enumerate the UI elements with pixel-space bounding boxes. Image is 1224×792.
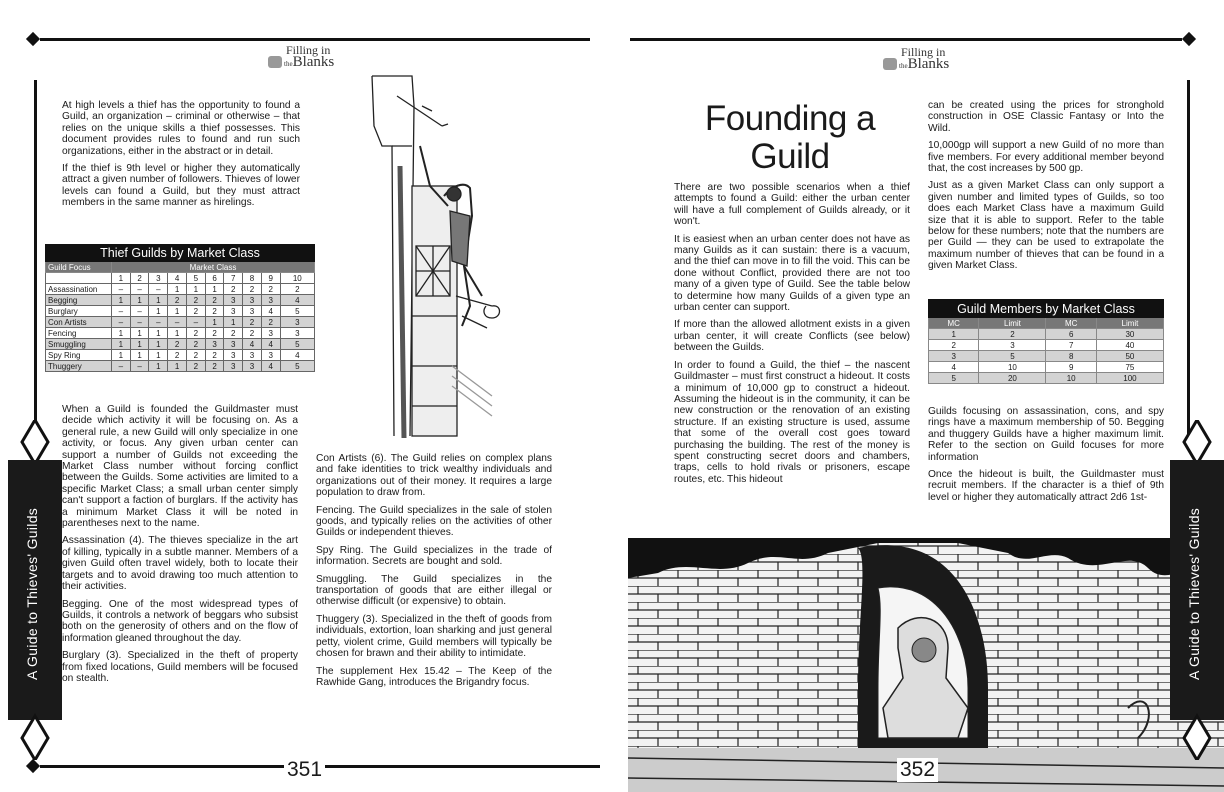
value-cell: 2	[929, 340, 979, 351]
table-row	[929, 351, 1164, 362]
value-cell: 2	[261, 317, 280, 328]
climbing-thief-illustration	[352, 66, 512, 446]
body-paragraph: There are two possible scenarios when a thief attempts to found a Guild: either the urban center will have a full complement of Guilds already, or it won't.	[674, 182, 910, 228]
body-paragraph: It is easiest when an urban center does not have as many Guilds as it can sustain: there is a vacuum, and the thief can move in to fill the void. This can be done without Conflict, provided there are not too many of a given type of Guild. See the table below to determine how many Guilds of a given type an urban center can support.	[674, 233, 910, 314]
intro-column	[62, 100, 300, 215]
value-cell: –	[130, 361, 149, 372]
value-cell: 2	[224, 328, 243, 339]
value-cell: 4	[280, 350, 314, 361]
class-cell: 2	[130, 273, 149, 284]
value-cell: 9	[1046, 362, 1096, 373]
left-border-line	[34, 80, 37, 440]
body-paragraph: Spy Ring. The Guild specializes in the trade of information. Secrets are bought and sold.	[316, 544, 552, 568]
value-cell: 2	[979, 329, 1046, 340]
value-cell: 1	[186, 284, 205, 295]
value-cell: 4	[261, 361, 280, 372]
body-paragraph: can be created using the prices for stronghold construction in OSE Classic Fantasy or Into the Wild.	[928, 100, 1164, 134]
value-cell: 4	[243, 339, 262, 350]
value-cell: 1	[149, 306, 168, 317]
class-cell: 6	[205, 273, 224, 284]
value-cell: 1	[149, 339, 168, 350]
value-cell: –	[112, 361, 131, 372]
body-paragraph: Assassination (4). The thieves specialize in the art of killing, typically in a subtle manner. Members of a given Guild often travel widely, both to locate their targets and to avoid drawing too much attention to their activities.	[62, 535, 298, 593]
right-column-2-bottom	[928, 406, 1164, 509]
value-cell: 1	[130, 350, 149, 361]
value-cell: –	[130, 306, 149, 317]
table-row	[929, 329, 1164, 340]
table-row	[46, 306, 315, 317]
logo-line-1: Filling in	[286, 43, 331, 57]
value-cell: 2	[186, 339, 205, 350]
header-cell: Limit	[979, 318, 1046, 329]
guild-members-table	[928, 299, 1164, 384]
value-cell: 5	[280, 306, 314, 317]
value-cell: 75	[1096, 362, 1163, 373]
left-column-1	[62, 404, 298, 690]
top-rule-right	[630, 38, 1182, 41]
value-cell: 2	[205, 328, 224, 339]
right-column-2-top	[928, 100, 1164, 278]
header-cell: MC	[1046, 318, 1096, 329]
bottom-left-diamond	[26, 759, 40, 773]
intro-paragraph: If the thief is 9th level or higher they automatically attract a given number of followers. Thieves of lower levels can found a Guild, but they must attract members in the same manner as hirelings.	[62, 163, 300, 209]
body-paragraph: Smuggling. The Guild specializes in the transportation of goods that are either illegal or otherwise difficult (or expensive) to obtain.	[316, 573, 552, 608]
class-cell: 1	[112, 273, 131, 284]
table-row	[929, 362, 1164, 373]
body-paragraph: Thuggery (3). Specialized in the theft of goods from individuals, extortion, loan sharking and just general petty, violent crime, Guild members will typically be chosen for brawn and their ability to intimidate.	[316, 613, 552, 660]
value-cell: 7	[1046, 340, 1096, 351]
value-cell: 1	[130, 328, 149, 339]
class-cell: 3	[149, 273, 168, 284]
value-cell: 5	[280, 339, 314, 350]
class-cell: 7	[224, 273, 243, 284]
table-row	[46, 361, 315, 372]
value-cell: 1	[112, 295, 131, 306]
right-side-tab-label: A Guide to Thieves' Guilds	[1186, 507, 1202, 680]
value-cell: 1	[130, 339, 149, 350]
left-column-2	[316, 453, 552, 694]
value-cell: 2	[186, 361, 205, 372]
value-cell: 3	[261, 295, 280, 306]
value-cell: 1	[168, 284, 187, 295]
top-right-diamond	[1182, 32, 1196, 46]
value-cell: 3	[280, 328, 314, 339]
value-cell: 3	[205, 339, 224, 350]
class-cell: 9	[261, 273, 280, 284]
logo-blot-icon	[268, 56, 282, 68]
value-cell: 2	[205, 306, 224, 317]
value-cell: 2	[243, 317, 262, 328]
group-header: Market Class	[112, 262, 315, 273]
value-cell: 2	[243, 284, 262, 295]
value-cell: 3	[979, 340, 1046, 351]
page-number-right: 352	[897, 758, 938, 782]
value-cell: 3	[261, 350, 280, 361]
value-cell: 8	[1046, 351, 1096, 362]
page-title	[668, 100, 912, 176]
logo-line-3: Blanks	[907, 56, 950, 72]
title-line-1: Founding a	[704, 99, 876, 138]
value-cell: 5	[929, 373, 979, 384]
value-cell: 3	[224, 295, 243, 306]
value-cell: 1	[130, 295, 149, 306]
value-cell: 2	[280, 284, 314, 295]
class-cell: 5	[186, 273, 205, 284]
value-cell: 3	[243, 361, 262, 372]
hooded-thief-illustration	[628, 538, 1224, 792]
value-cell: –	[112, 306, 131, 317]
value-cell: 1	[224, 317, 243, 328]
value-cell: 30	[1096, 329, 1163, 340]
value-cell: –	[168, 317, 187, 328]
body-paragraph: Burglary (3). Specialized in the theft of property from fixed locations, Guild members will be focused on stealth.	[62, 650, 298, 684]
value-cell: 1	[149, 295, 168, 306]
value-cell: –	[149, 317, 168, 328]
value-cell: 1	[168, 361, 187, 372]
value-cell: 10	[979, 362, 1046, 373]
value-cell: 4	[280, 295, 314, 306]
value-cell: 3	[224, 306, 243, 317]
value-cell: 2	[186, 328, 205, 339]
guild-focus-cell: Burglary	[46, 306, 112, 317]
value-cell: –	[186, 317, 205, 328]
right-column-1	[674, 182, 910, 491]
header-cell: Limit	[1096, 318, 1163, 329]
value-cell: –	[149, 284, 168, 295]
value-cell: 1	[112, 350, 131, 361]
value-cell: 2	[205, 361, 224, 372]
value-cell: 1	[149, 361, 168, 372]
body-paragraph: In order to found a Guild, the thief – the nascent Guildmaster – must first construct a hideout. It costs a minimum of 10,000 gp to construct a hideout. Assuming the hideout is in the community, it can be new construction or the renovation of an existing structure. If an existing structure is used, assume that some of the overall cost goes toward purchasing the building. The rest of the money is spent constructing secret doors and chambers, traps, cells to hold rivals or prisoners, escape routes, etc. This hideout	[674, 359, 910, 485]
value-cell: 40	[1096, 340, 1163, 351]
value-cell: 3	[224, 361, 243, 372]
value-cell: 10	[1046, 373, 1096, 384]
guild-focus-cell: Spy Ring	[46, 350, 112, 361]
value-cell: 2	[261, 284, 280, 295]
value-cell: 1	[112, 328, 131, 339]
logo-line-3: Blanks	[292, 54, 335, 70]
value-cell: 1	[205, 284, 224, 295]
table-row	[46, 317, 315, 328]
top-left-diamond	[26, 32, 40, 46]
body-paragraph: If more than the allowed allotment exists in a given urban center, it will create Conflicts (see below) between the Guilds.	[674, 319, 910, 354]
value-cell: 1	[929, 329, 979, 340]
logo-line-2: the	[899, 62, 908, 70]
guild-focus-cell: Thuggery	[46, 361, 112, 372]
value-cell: 3	[243, 295, 262, 306]
body-paragraph: Once the hideout is built, the Guildmaster must recruit members. If the character is a thief of 9th level or higher they automatically attract 2d6 1st-	[928, 469, 1164, 503]
value-cell: –	[112, 284, 131, 295]
value-cell: –	[112, 317, 131, 328]
value-cell: 3	[280, 317, 314, 328]
value-cell: 3	[243, 306, 262, 317]
page-number-left: 351	[284, 758, 325, 782]
body-paragraph: Con Artists (6). The Guild relies on complex plans and fake identities to trick wealthy individuals and organizations out of their money. It requires a large population to draw from.	[316, 453, 552, 499]
body-paragraph: Fencing. The Guild specializes in the sale of stolen goods, and typically relies on the activities of other Guilds or independent thieves.	[316, 504, 552, 539]
value-cell: 20	[979, 373, 1046, 384]
value-cell: 2	[205, 295, 224, 306]
value-cell: 1	[149, 328, 168, 339]
value-cell: 3	[224, 350, 243, 361]
top-rule-left	[40, 38, 590, 41]
value-cell: 1	[168, 306, 187, 317]
guild-focus-cell: Begging	[46, 295, 112, 306]
value-cell: –	[130, 284, 149, 295]
body-paragraph: Just as a given Market Class can only support a given number and limited types of Guilds, so too does each Market Class have a maximum Guild size that it is able to support. Refer to the table below for these numbers; note that the numbers are per Guild — they can be used to extrapolate the maximum number of thieves that can be found in a given Market Class.	[928, 180, 1164, 272]
guild-focus-cell: Smuggling	[46, 339, 112, 350]
body-paragraph: Begging. One of the most widespread types of Guilds, it controls a network of beggars who subsist both on the generosity of others and on the flow of information gleaned throughout the day.	[62, 598, 298, 644]
value-cell: –	[130, 317, 149, 328]
table-row	[929, 340, 1164, 351]
header-logo-left	[268, 44, 334, 70]
value-cell: 1	[112, 339, 131, 350]
value-cell: 4	[261, 306, 280, 317]
value-cell: 5	[280, 361, 314, 372]
body-paragraph: 10,000gp will support a new Guild of no more than five members. For every additional member beyond that, the cost increases by 500 gp.	[928, 140, 1164, 175]
value-cell: 2	[243, 328, 262, 339]
value-cell: 50	[1096, 351, 1163, 362]
table-row	[46, 295, 315, 306]
body-paragraph: Guilds focusing on assassination, cons, and spy rings have a maximum membership of 50. Begging and thuggery Guilds have a higher maximum limit. Refer to the section on Guild focuses for more information	[928, 406, 1164, 463]
value-cell: 2	[186, 306, 205, 317]
value-cell: 3	[929, 351, 979, 362]
table-row	[46, 339, 315, 350]
col-header: Guild Focus	[46, 262, 112, 273]
value-cell: 2	[168, 350, 187, 361]
thief-guilds-table	[45, 244, 315, 372]
guild-focus-cell: Fencing	[46, 328, 112, 339]
right-border-line	[1187, 80, 1190, 440]
table-caption: Thief Guilds by Market Class	[46, 245, 315, 262]
left-side-tab-label: A Guide to Thieves' Guilds	[24, 507, 40, 680]
logo-line-2: the	[284, 60, 293, 68]
value-cell: 2	[224, 284, 243, 295]
class-cell: 8	[243, 273, 262, 284]
value-cell: 3	[261, 328, 280, 339]
value-cell: 2	[186, 295, 205, 306]
value-cell: 3	[243, 350, 262, 361]
table-row	[46, 328, 315, 339]
value-cell: 1	[149, 350, 168, 361]
header-logo-right	[883, 46, 949, 72]
class-cell: 10	[280, 273, 314, 284]
value-cell: 2	[168, 295, 187, 306]
body-paragraph: When a Guild is founded the Guildmaster must decide which activity it will be focusing on. As a general rule, a new Guild will only specialize in one activity, or focus. Any given urban center can support a number of Guilds not exceeding the Market Class number without forcing conflict between the Guilds. Some activities are limited to a specific Market Class; a small urban center simply can't support a faction of burglars. If the activity has a minimum Market Class it will be noted in parentheses next to the name.	[62, 404, 298, 530]
value-cell: 1	[205, 317, 224, 328]
logo-blot-icon	[883, 58, 897, 70]
table-row	[46, 350, 315, 361]
table-row	[929, 373, 1164, 384]
header-cell: MC	[929, 318, 979, 329]
value-cell: 2	[186, 350, 205, 361]
value-cell: 2	[205, 350, 224, 361]
guild-focus-cell: Con Artists	[46, 317, 112, 328]
table-row	[46, 284, 315, 295]
value-cell: 3	[224, 339, 243, 350]
value-cell: 2	[168, 339, 187, 350]
class-header-row	[46, 273, 315, 284]
title-line-2: Guild	[750, 137, 830, 176]
table-caption: Guild Members by Market Class	[929, 300, 1164, 318]
value-cell: 100	[1096, 373, 1163, 384]
value-cell: 4	[261, 339, 280, 350]
class-cell: 4	[168, 273, 187, 284]
value-cell: 6	[1046, 329, 1096, 340]
guild-focus-cell: Assassination	[46, 284, 112, 295]
logo-line-1: Filling in	[901, 45, 946, 59]
body-paragraph: The supplement Hex 15.42 – The Keep of the Rawhide Gang, introduces the Brigandry focus.	[316, 665, 552, 688]
value-cell: 5	[979, 351, 1046, 362]
value-cell: 1	[168, 328, 187, 339]
value-cell: 4	[929, 362, 979, 373]
intro-paragraph: At high levels a thief has the opportunity to found a Guild, an organization – criminal or otherwise – that relies on the unique skills a thief possesses. This document provides rules to found and run such organizations, either in the abstract or in detail.	[62, 100, 300, 157]
